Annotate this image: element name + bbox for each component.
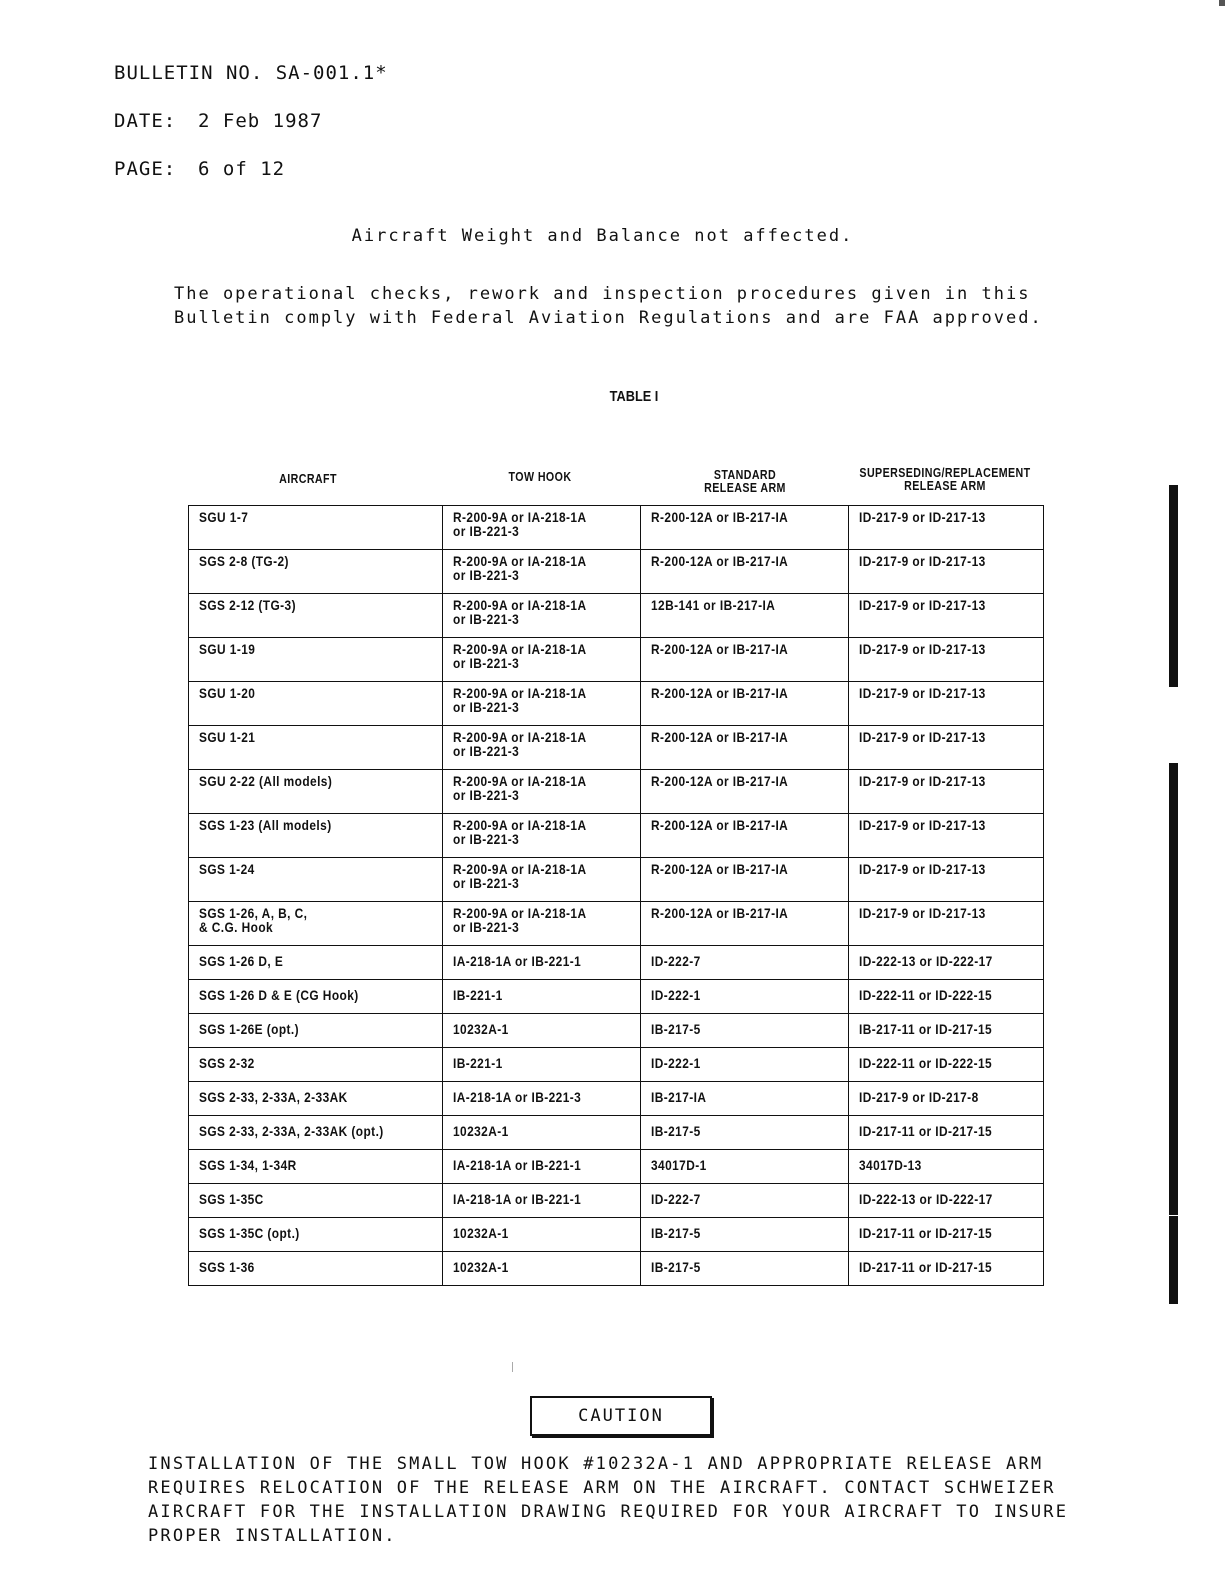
table-row: [189, 1150, 1044, 1184]
cell-tow-hook: [443, 1150, 641, 1184]
cell-standard: [641, 506, 849, 550]
cell-text: R-200-9A or IA-218-1A or IB-221-3: [453, 553, 587, 583]
cell-standard: [641, 1014, 849, 1048]
table-row: [189, 682, 1044, 726]
cell-text: R-200-9A or IA-218-1A or IB-221-3: [453, 685, 587, 715]
cell-text: ID-217-9 or ID-217-13: [859, 509, 986, 525]
cell-text: IB-217-5: [651, 1021, 701, 1037]
scan-mark: [1219, 0, 1225, 6]
cell-standard: [641, 980, 849, 1014]
cell-text: R-200-9A or IA-218-1A or IB-221-3: [453, 905, 587, 935]
weight-balance-note: Aircraft Weight and Balance not affected.: [351, 226, 854, 246]
cell-text: ID-217-11 or ID-217-15: [859, 1259, 993, 1275]
cell-text: IA-218-1A or IB-221-1: [453, 1157, 582, 1173]
cell-text: SGU 1-19: [199, 641, 256, 657]
cell-text: ID-217-9 or ID-217-13: [859, 729, 986, 745]
cell-aircraft: [189, 858, 443, 902]
cell-text: ID-222-13 or ID-222-17: [859, 1191, 993, 1207]
cell-text: SGS 1-26E (opt.): [199, 1021, 300, 1037]
cell-text: ID-217-9 or ID-217-13: [859, 641, 986, 657]
operational-line: Bulletin comply with Federal Aviation Regulations and are FAA approved.: [174, 308, 1043, 328]
cell-aircraft: [189, 1014, 443, 1048]
cell-text: IB-217-5: [651, 1123, 701, 1139]
column-header-standard-release-arm: STANDARD RELEASE ARM: [704, 467, 786, 495]
cell-text: ID-222-11 or ID-222-15: [859, 1055, 993, 1071]
cell-aircraft: [189, 1048, 443, 1082]
cell-text: R-200-12A or IB-217-IA: [651, 729, 789, 745]
cell-text: R-200-9A or IA-218-1A or IB-221-3: [453, 817, 587, 847]
cell-text: IA-218-1A or IB-221-1: [453, 953, 582, 969]
table-row: [189, 1014, 1044, 1048]
cell-aircraft: [189, 1184, 443, 1218]
cell-tow-hook: [443, 1082, 641, 1116]
cell-tow-hook: [443, 1014, 641, 1048]
cell-text: IB-217-5: [651, 1225, 701, 1241]
cell-superseding: [849, 980, 1044, 1014]
cell-tow-hook: [443, 506, 641, 550]
cell-text: ID-217-11 or ID-217-15: [859, 1225, 993, 1241]
column-header-tow-hook: TOW HOOK: [508, 469, 572, 484]
cell-superseding: [849, 1218, 1044, 1252]
cell-text: R-200-12A or IB-217-IA: [651, 685, 789, 701]
page-label: PAGE:: [114, 158, 177, 180]
cell-text: R-200-12A or IB-217-IA: [651, 641, 789, 657]
cell-superseding: [849, 594, 1044, 638]
cell-text: ID-217-9 or ID-217-13: [859, 861, 986, 877]
bulletin-date: [114, 110, 322, 132]
operational-line: The operational checks, rework and inspection procedures given in this: [174, 284, 1031, 304]
cell-text: R-200-12A or IB-217-IA: [651, 509, 789, 525]
column-header-superseding-release-arm: SUPERSEDING/REPLACEMENT RELEASE ARM: [859, 465, 1031, 493]
date-value: 2 Feb 1987: [198, 110, 323, 132]
cell-tow-hook: [443, 770, 641, 814]
cell-superseding: [849, 814, 1044, 858]
cell-text: SGS 1-35C (opt.): [199, 1225, 300, 1241]
cell-text: SGS 1-26, A, B, C, & C.G. Hook: [199, 905, 308, 935]
cell-superseding: [849, 1184, 1044, 1218]
revision-bar: [1169, 485, 1178, 687]
cell-text: ID-222-7: [651, 953, 701, 969]
cell-tow-hook: [443, 980, 641, 1014]
table-row: [189, 814, 1044, 858]
table-row: [189, 594, 1044, 638]
cell-text: R-200-12A or IB-217-IA: [651, 773, 789, 789]
table-row: [189, 902, 1044, 946]
cell-standard: [641, 1082, 849, 1116]
table-row: [189, 550, 1044, 594]
cell-text: IB-221-1: [453, 987, 503, 1003]
table-row: [189, 1048, 1044, 1082]
cell-aircraft: [189, 1252, 443, 1286]
cell-standard: [641, 1184, 849, 1218]
cell-tow-hook: [443, 946, 641, 980]
cell-text: 12B-141 or IB-217-IA: [651, 597, 776, 613]
cell-tow-hook: [443, 594, 641, 638]
cell-standard: [641, 550, 849, 594]
cell-text: IB-217-5: [651, 1259, 701, 1275]
cell-superseding: [849, 946, 1044, 980]
operational-statement: [174, 282, 1043, 330]
cell-text: ID-222-13 or ID-222-17: [859, 953, 993, 969]
cell-text: SGS 2-33, 2-33A, 2-33AK (opt.): [199, 1123, 384, 1139]
cell-text: SGS 1-26 D, E: [199, 953, 284, 969]
cell-text: IB-217-IA: [651, 1089, 707, 1105]
cell-superseding: [849, 1150, 1044, 1184]
cell-superseding: [849, 902, 1044, 946]
cell-superseding: [849, 770, 1044, 814]
table-row: [189, 770, 1044, 814]
cell-standard: [641, 770, 849, 814]
cell-superseding: [849, 682, 1044, 726]
cell-text: 34017D-13: [859, 1157, 922, 1173]
table-row: [189, 1184, 1044, 1218]
cell-superseding: [849, 1014, 1044, 1048]
cell-standard: [641, 946, 849, 980]
cell-text: ID-222-1: [651, 1055, 701, 1071]
caution-text: [148, 1452, 1068, 1548]
cell-text: R-200-9A or IA-218-1A or IB-221-3: [453, 597, 587, 627]
caution-line: REQUIRES RELOCATION OF THE RELEASE ARM ON THE AIRCRAFT. CONTACT SCHWEIZER: [148, 1478, 1056, 1498]
cell-text: ID-222-11 or ID-222-15: [859, 987, 993, 1003]
cell-text: SGS 2-32: [199, 1055, 255, 1071]
cell-superseding: [849, 638, 1044, 682]
cell-aircraft: [189, 814, 443, 858]
cell-aircraft: [189, 1150, 443, 1184]
column-header-aircraft: AIRCRAFT: [279, 471, 337, 486]
cell-text: ID-217-9 or ID-217-13: [859, 685, 986, 701]
cell-text: 34017D-1: [651, 1157, 707, 1173]
table-row: [189, 638, 1044, 682]
cell-aircraft: [189, 506, 443, 550]
cell-text: 10232A-1: [453, 1123, 509, 1139]
cell-text: R-200-9A or IA-218-1A or IB-221-3: [453, 861, 587, 891]
cell-text: R-200-12A or IB-217-IA: [651, 905, 789, 921]
table-row: [189, 980, 1044, 1014]
cell-standard: [641, 1252, 849, 1286]
cell-text: SGU 2-22 (All models): [199, 773, 333, 789]
cell-aircraft: [189, 726, 443, 770]
cell-aircraft: [189, 638, 443, 682]
cell-text: 10232A-1: [453, 1225, 509, 1241]
cell-text: ID-222-1: [651, 987, 701, 1003]
revision-bar: [1169, 1216, 1178, 1304]
cell-text: SGS 1-23 (All models): [199, 817, 332, 833]
cell-text: R-200-9A or IA-218-1A or IB-221-3: [453, 729, 587, 759]
cell-aircraft: [189, 1082, 443, 1116]
cell-text: R-200-12A or IB-217-IA: [651, 553, 789, 569]
cell-text: 10232A-1: [453, 1259, 509, 1275]
cell-standard: [641, 1048, 849, 1082]
cell-aircraft: [189, 770, 443, 814]
cell-text: IB-217-11 or ID-217-15: [859, 1021, 993, 1037]
cell-tow-hook: [443, 814, 641, 858]
table-row: [189, 858, 1044, 902]
caution-box: CAUTION: [530, 1396, 712, 1436]
cell-text: SGU 1-20: [199, 685, 256, 701]
cell-tow-hook: [443, 1048, 641, 1082]
cell-tow-hook: [443, 682, 641, 726]
cell-superseding: [849, 506, 1044, 550]
table-title: TABLE I: [609, 388, 659, 405]
bulletin-page: [114, 158, 285, 180]
cell-standard: [641, 1218, 849, 1252]
cell-superseding: [849, 1252, 1044, 1286]
cell-tow-hook: [443, 858, 641, 902]
table-row: [189, 1252, 1044, 1286]
cell-text: 10232A-1: [453, 1021, 509, 1037]
cell-aircraft: [189, 902, 443, 946]
cell-text: ID-217-9 or ID-217-13: [859, 553, 986, 569]
cell-standard: [641, 726, 849, 770]
cell-standard: [641, 638, 849, 682]
page-value: 6 of 12: [198, 158, 286, 180]
cell-standard: [641, 858, 849, 902]
parts-table: [188, 505, 1044, 1286]
cell-text: SGS 2-8 (TG-2): [199, 553, 289, 569]
table-row: [189, 726, 1044, 770]
cell-text: R-200-12A or IB-217-IA: [651, 817, 789, 833]
cell-superseding: [849, 550, 1044, 594]
cell-text: IB-221-1: [453, 1055, 503, 1071]
cell-aircraft: [189, 980, 443, 1014]
cell-standard: [641, 902, 849, 946]
caution-line: INSTALLATION OF THE SMALL TOW HOOK #10232A-1 AND APPROPRIATE RELEASE ARM: [148, 1454, 1044, 1474]
cell-superseding: [849, 1116, 1044, 1150]
bulletin-number: BULLETIN NO. SA-001.1*: [114, 62, 388, 84]
cell-text: ID-217-9 or ID-217-8: [859, 1089, 979, 1105]
cell-text: ID-222-7: [651, 1191, 701, 1207]
cell-text: SGU 1-7: [199, 509, 249, 525]
cell-superseding: [849, 1048, 1044, 1082]
cell-text: R-200-9A or IA-218-1A or IB-221-3: [453, 641, 587, 671]
table-row: [189, 1116, 1044, 1150]
cell-aircraft: [189, 1116, 443, 1150]
table-row: [189, 1082, 1044, 1116]
cell-text: ID-217-9 or ID-217-13: [859, 597, 986, 613]
cell-text: SGS 2-33, 2-33A, 2-33AK: [199, 1089, 348, 1105]
cell-aircraft: [189, 1218, 443, 1252]
cell-text: SGS 2-12 (TG-3): [199, 597, 296, 613]
cell-tow-hook: [443, 1116, 641, 1150]
cell-standard: [641, 1150, 849, 1184]
cell-text: SGS 1-35C: [199, 1191, 264, 1207]
cell-text: SGS 1-34, 1-34R: [199, 1157, 297, 1173]
cell-tow-hook: [443, 550, 641, 594]
cell-superseding: [849, 726, 1044, 770]
cell-text: ID-217-9 or ID-217-13: [859, 773, 986, 789]
caution-line: PROPER INSTALLATION.: [148, 1526, 397, 1546]
cell-standard: [641, 1116, 849, 1150]
cell-superseding: [849, 1082, 1044, 1116]
caution-line: AIRCRAFT FOR THE INSTALLATION DRAWING REQUIRED FOR YOUR AIRCRAFT TO INSURE: [148, 1502, 1069, 1522]
cell-text: R-200-9A or IA-218-1A or IB-221-3: [453, 773, 587, 803]
date-label: DATE:: [114, 110, 177, 132]
cell-standard: [641, 814, 849, 858]
cell-aircraft: [189, 946, 443, 980]
cell-text: ID-217-9 or ID-217-13: [859, 817, 986, 833]
cell-tow-hook: [443, 902, 641, 946]
cell-text: SGS 1-24: [199, 861, 255, 877]
cell-standard: [641, 594, 849, 638]
cell-text: IA-218-1A or IB-221-1: [453, 1191, 582, 1207]
cell-text: IA-218-1A or IB-221-3: [453, 1089, 582, 1105]
cell-text: SGS 1-36: [199, 1259, 255, 1275]
cell-text: R-200-9A or IA-218-1A or IB-221-3: [453, 509, 587, 539]
cell-aircraft: [189, 550, 443, 594]
cell-tow-hook: [443, 1184, 641, 1218]
cell-tow-hook: [443, 1252, 641, 1286]
table-row: [189, 506, 1044, 550]
cell-text: ID-217-9 or ID-217-13: [859, 905, 986, 921]
cell-text: SGS 1-26 D & E (CG Hook): [199, 987, 359, 1003]
cell-tow-hook: [443, 726, 641, 770]
scan-mark: [512, 1362, 513, 1372]
cell-standard: [641, 682, 849, 726]
cell-tow-hook: [443, 1218, 641, 1252]
cell-aircraft: [189, 682, 443, 726]
cell-superseding: [849, 858, 1044, 902]
cell-tow-hook: [443, 638, 641, 682]
revision-bar: [1169, 763, 1178, 1215]
cell-text: R-200-12A or IB-217-IA: [651, 861, 789, 877]
cell-text: SGU 1-21: [199, 729, 256, 745]
table-row: [189, 946, 1044, 980]
cell-aircraft: [189, 594, 443, 638]
cell-text: ID-217-11 or ID-217-15: [859, 1123, 993, 1139]
table-row: [189, 1218, 1044, 1252]
